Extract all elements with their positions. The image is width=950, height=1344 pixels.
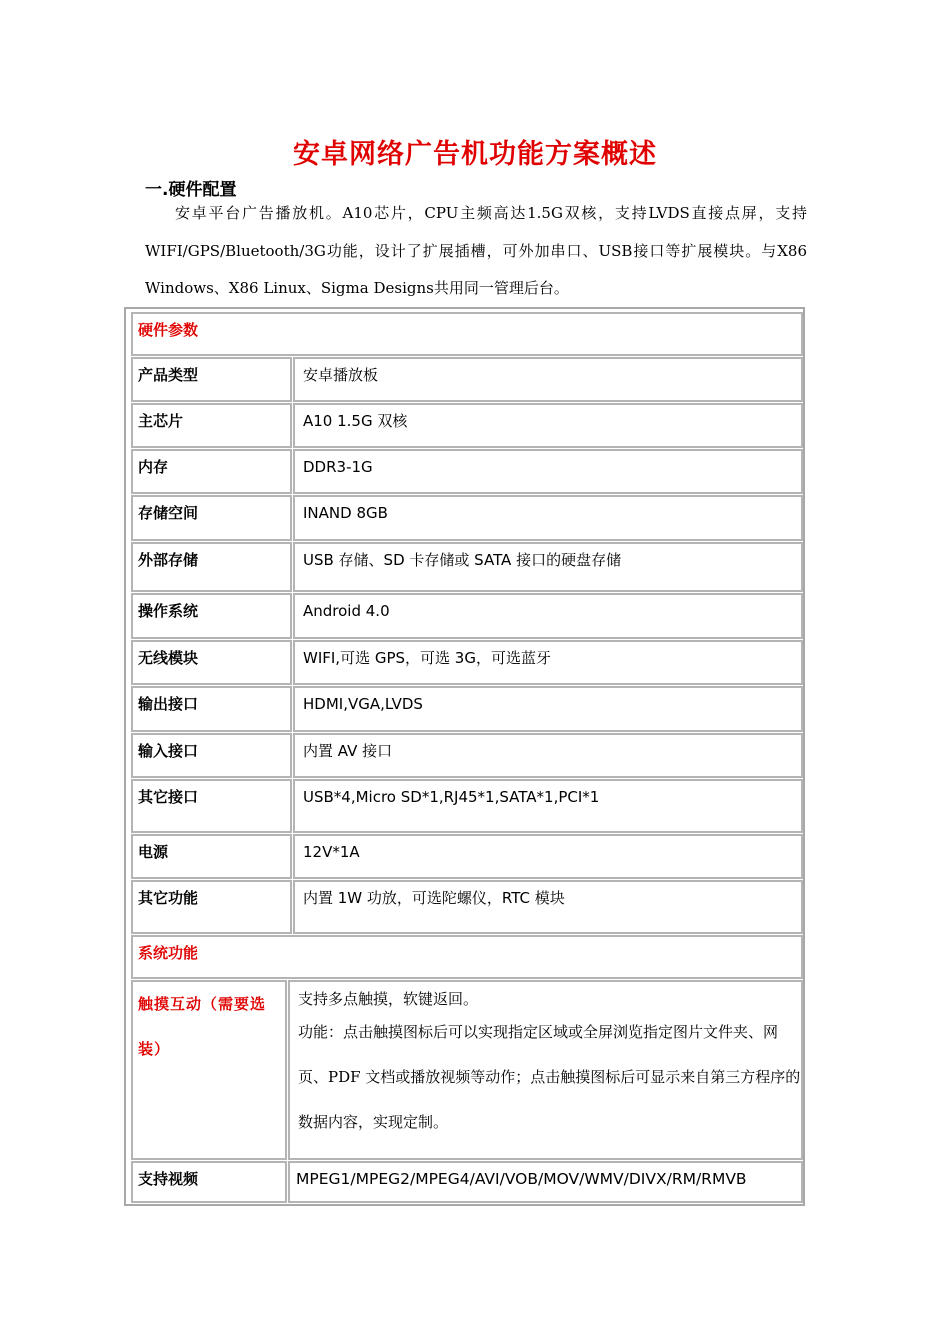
row-label-storage: 存储空间 — [131, 495, 292, 541]
row-label-output: 输出接口 — [131, 686, 292, 732]
row-label-memory: 内存 — [131, 449, 292, 494]
row-value-video: MPEG1/MPEG2/MPEG4/AVI/VOB/MOV/WMV/DIVX/RM/RMVB — [288, 1161, 803, 1203]
row-label-touch: 触摸互动（需要选装） — [131, 980, 287, 1160]
table-header-hardware: 硬件参数 — [131, 312, 803, 356]
row-value-main-chip: A10 1.5G 双核 — [293, 403, 803, 448]
row-label-other-ports: 其它接口 — [131, 779, 292, 833]
spec-table — [124, 307, 805, 1206]
row-value-memory: DDR3-1G — [293, 449, 803, 494]
row-value-other-ports: USB*4,Micro SD*1,RJ45*1,SATA*1,PCI*1 — [293, 779, 803, 833]
row-label-video: 支持视频 — [131, 1161, 287, 1203]
row-value-input: 内置 AV 接口 — [293, 733, 803, 778]
row-value-output: HDMI,VGA,LVDS — [293, 686, 803, 732]
table-header-system: 系统功能 — [131, 935, 803, 979]
row-label-input: 输入接口 — [131, 733, 292, 778]
row-value-touch — [288, 980, 803, 1160]
row-label-os: 操作系统 — [131, 593, 292, 639]
row-label-power: 电源 — [131, 834, 292, 879]
intro-paragraph: 安卓平台广告播放机。A10芯片，CPU主频高达1.5G双核，支持LVDS直接点屏，支持WIFI/GPS/Bluetooth/3G功能，设计了扩展插槽，可外加串口、USB接口等扩展模块。与X86 Windows、X86 Linux、Sigma Designs共用同一管理后台。 — [145, 204, 807, 297]
row-label-main-chip: 主芯片 — [131, 403, 292, 448]
touch-line-1: 支持多点触摸，软键返回。 — [298, 990, 479, 1008]
row-label-product-type: 产品类型 — [131, 357, 292, 402]
row-value-wireless: WIFI,可选 GPS，可选 3G，可选蓝牙 — [293, 640, 803, 685]
row-label-external-storage: 外部存储 — [131, 542, 292, 592]
row-value-product-type: 安卓播放板 — [293, 357, 803, 402]
row-label-wireless: 无线模块 — [131, 640, 292, 685]
touch-line-2: 功能：点击触摸图标后可以实现指定区域或全屏浏览指定图片文件夹、网页、PDF 文档或播放视频等动作；点击触摸图标后可显示来自第三方程序的数据内容，实现定制。 — [298, 1023, 801, 1131]
row-value-os: Android 4.0 — [293, 593, 803, 639]
row-label-other-functions: 其它功能 — [131, 880, 292, 934]
row-value-other-functions: 内置 1W 功放，可选陀螺仪，RTC 模块 — [293, 880, 803, 934]
document-title: 安卓网络广告机功能方案概述 — [293, 139, 657, 170]
row-value-external-storage: USB 存储、SD 卡存储或 SATA 接口的硬盘存储 — [293, 542, 803, 592]
row-value-storage: INAND 8GB — [293, 495, 803, 541]
section-heading-hardware: 一.硬件配置 — [145, 180, 237, 200]
row-value-power: 12V*1A — [293, 834, 803, 879]
